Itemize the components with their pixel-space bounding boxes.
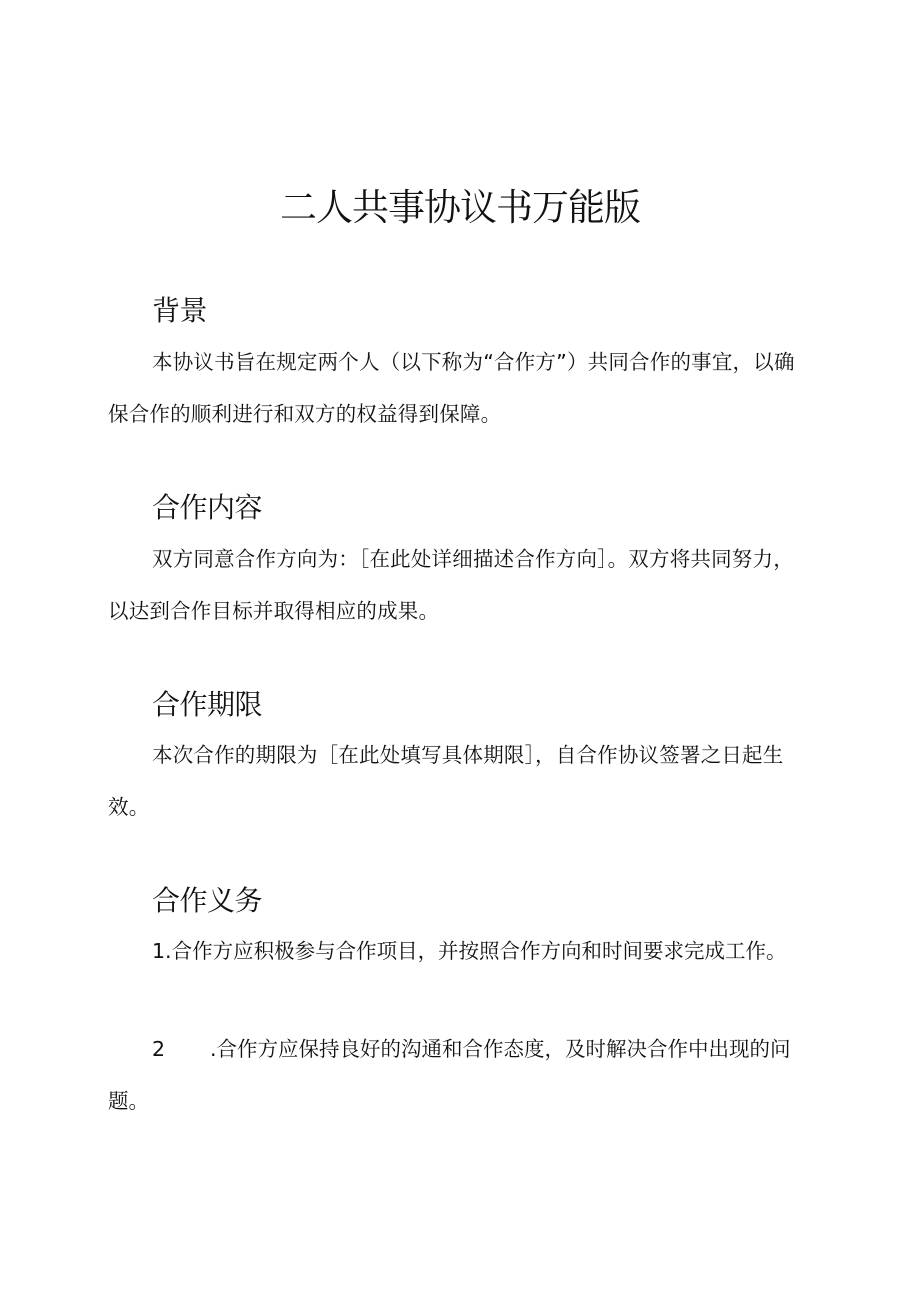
list-item-text: .合作方应保持良好的沟通和合作态度，及时解决合作中出现的问题。 [108,1037,791,1113]
document-title: 二人共事协议书万能版 [280,186,640,229]
list-item-number: 2 [152,1037,166,1061]
section-heading-background: 背景 [152,294,208,327]
section-body-content: 双方同意合作方向为：［在此处详细描述合作方向］。双方将共同努力，以达到合作目标并取得相应的成果。 [108,547,794,623]
section-heading-term: 合作期限 [152,688,263,721]
list-item-number: 1 [152,939,166,963]
list-item [108,1023,808,1127]
section-heading-obligations: 合作义务 [152,884,263,917]
section-heading-content: 合作内容 [152,491,263,524]
section-body-term: 本次合作的期限为［在此处填写具体期限］，自合作协议签署之日起生效。 [108,743,784,819]
list-item [108,925,808,977]
section-body-background: 本协议书旨在规定两个人（以下称为“合作方”）共同合作的事宜，以确保合作的顺利进行和双方的权益得到保障。 [108,350,795,426]
list-item-text: .合作方应积极参与合作项目，并按照合作方向和时间要求完成工作。 [165,939,787,963]
